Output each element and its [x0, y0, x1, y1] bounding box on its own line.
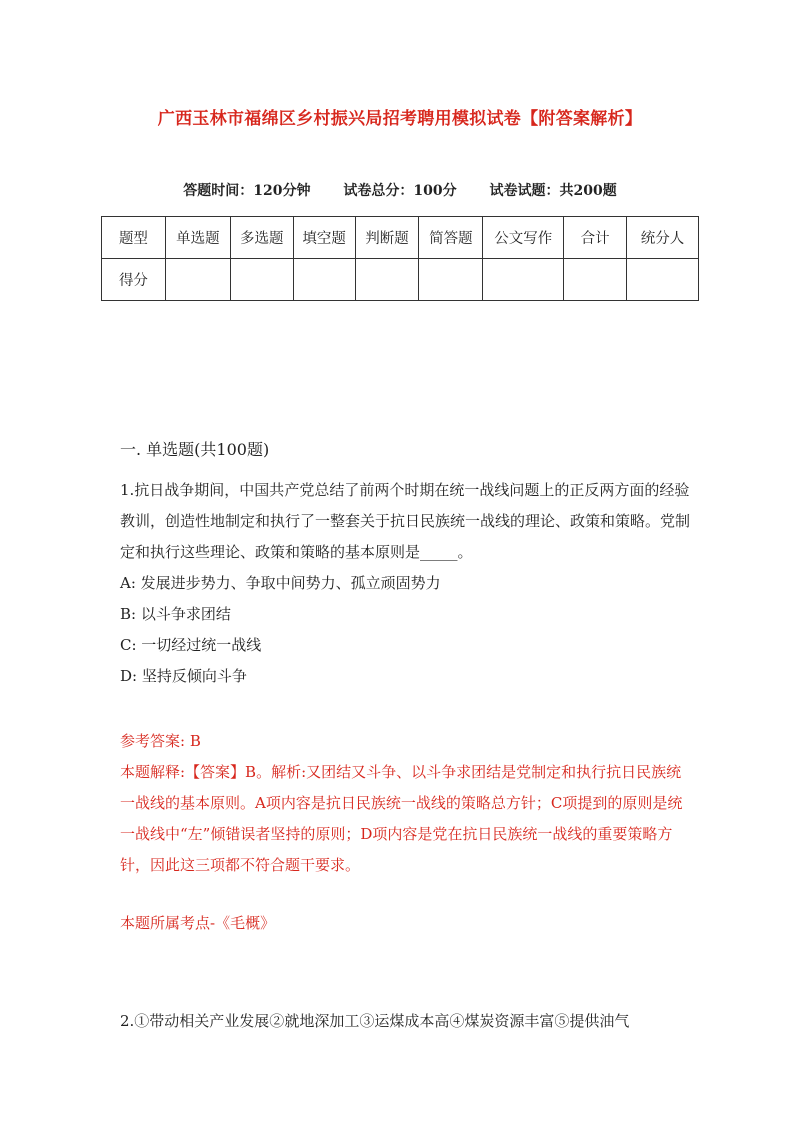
score-table	[101, 216, 699, 301]
score-table-header: 多选题	[230, 217, 293, 259]
score-cell	[419, 259, 483, 301]
score-table-header: 填空题	[293, 217, 355, 259]
option-c: C: 一切经过统一战线	[120, 636, 262, 654]
score-table-header: 合计	[564, 217, 627, 259]
score-cell	[564, 259, 627, 301]
score-table-header: 公文写作	[483, 217, 564, 259]
answer-explanation: 本题解释:【答案】B。解析:又团结又斗争、以斗争求团结是党制定和执行抗日民族统一战线的基本原则。A项内容是抗日民族统一战线的策略总方针；C项提到的原则是统一战线中“左”倾错误者坚持的原则；D项内容是党在抗日民族统一战线的重要策略方针，因此这三项都不符合题干要求。	[120, 763, 683, 874]
score-cell	[627, 259, 699, 301]
score-cell	[165, 259, 230, 301]
question-topic: 本题所属考点-《毛概》	[120, 914, 276, 932]
exam-time: 答题时间：120分钟	[183, 183, 311, 199]
answer-block	[120, 726, 690, 881]
option-b: B: 以斗争求团结	[120, 605, 231, 623]
score-table-header: 简答题	[419, 217, 483, 259]
score-table-header: 题型	[102, 217, 166, 259]
score-cell	[355, 259, 419, 301]
option-a: A: 发展进步势力、争取中间势力、孤立顽固势力	[120, 574, 441, 592]
question-1	[120, 475, 690, 692]
reference-answer: 参考答案: B	[120, 732, 201, 750]
score-row-label: 得分	[102, 259, 166, 301]
score-cell	[293, 259, 355, 301]
score-table-header-row	[102, 217, 699, 259]
score-table-header: 判断题	[355, 217, 419, 259]
score-cell	[230, 259, 293, 301]
exam-question-count: 试卷试题：共200题	[489, 183, 617, 199]
score-table-score-row	[102, 259, 699, 301]
exam-meta	[0, 180, 800, 200]
score-cell	[483, 259, 564, 301]
question-stem: 1.抗日战争期间，中国共产党总结了前两个时期在统一战线问题上的正反两方面的经验教训，创造性地制定和执行了一整套关于抗日民族统一战线的理论、政策和策略。党制定和执行这些理论、政策和策略的基本原则是_____。	[120, 481, 691, 561]
exam-title: 广西玉林市福绵区乡村振兴局招考聘用模拟试卷【附答案解析】	[157, 109, 643, 129]
exam-total-score: 试卷总分：100分	[343, 183, 457, 199]
option-d: D: 坚持反倾向斗争	[120, 667, 247, 685]
section-heading: 一. 单选题(共100题)	[120, 440, 270, 459]
score-table-header: 统分人	[627, 217, 699, 259]
score-table-header: 单选题	[165, 217, 230, 259]
question-2-stem: 2.①带动相关产业发展②就地深加工③运煤成本高④煤炭资源丰富⑤提供油气	[120, 1012, 630, 1030]
